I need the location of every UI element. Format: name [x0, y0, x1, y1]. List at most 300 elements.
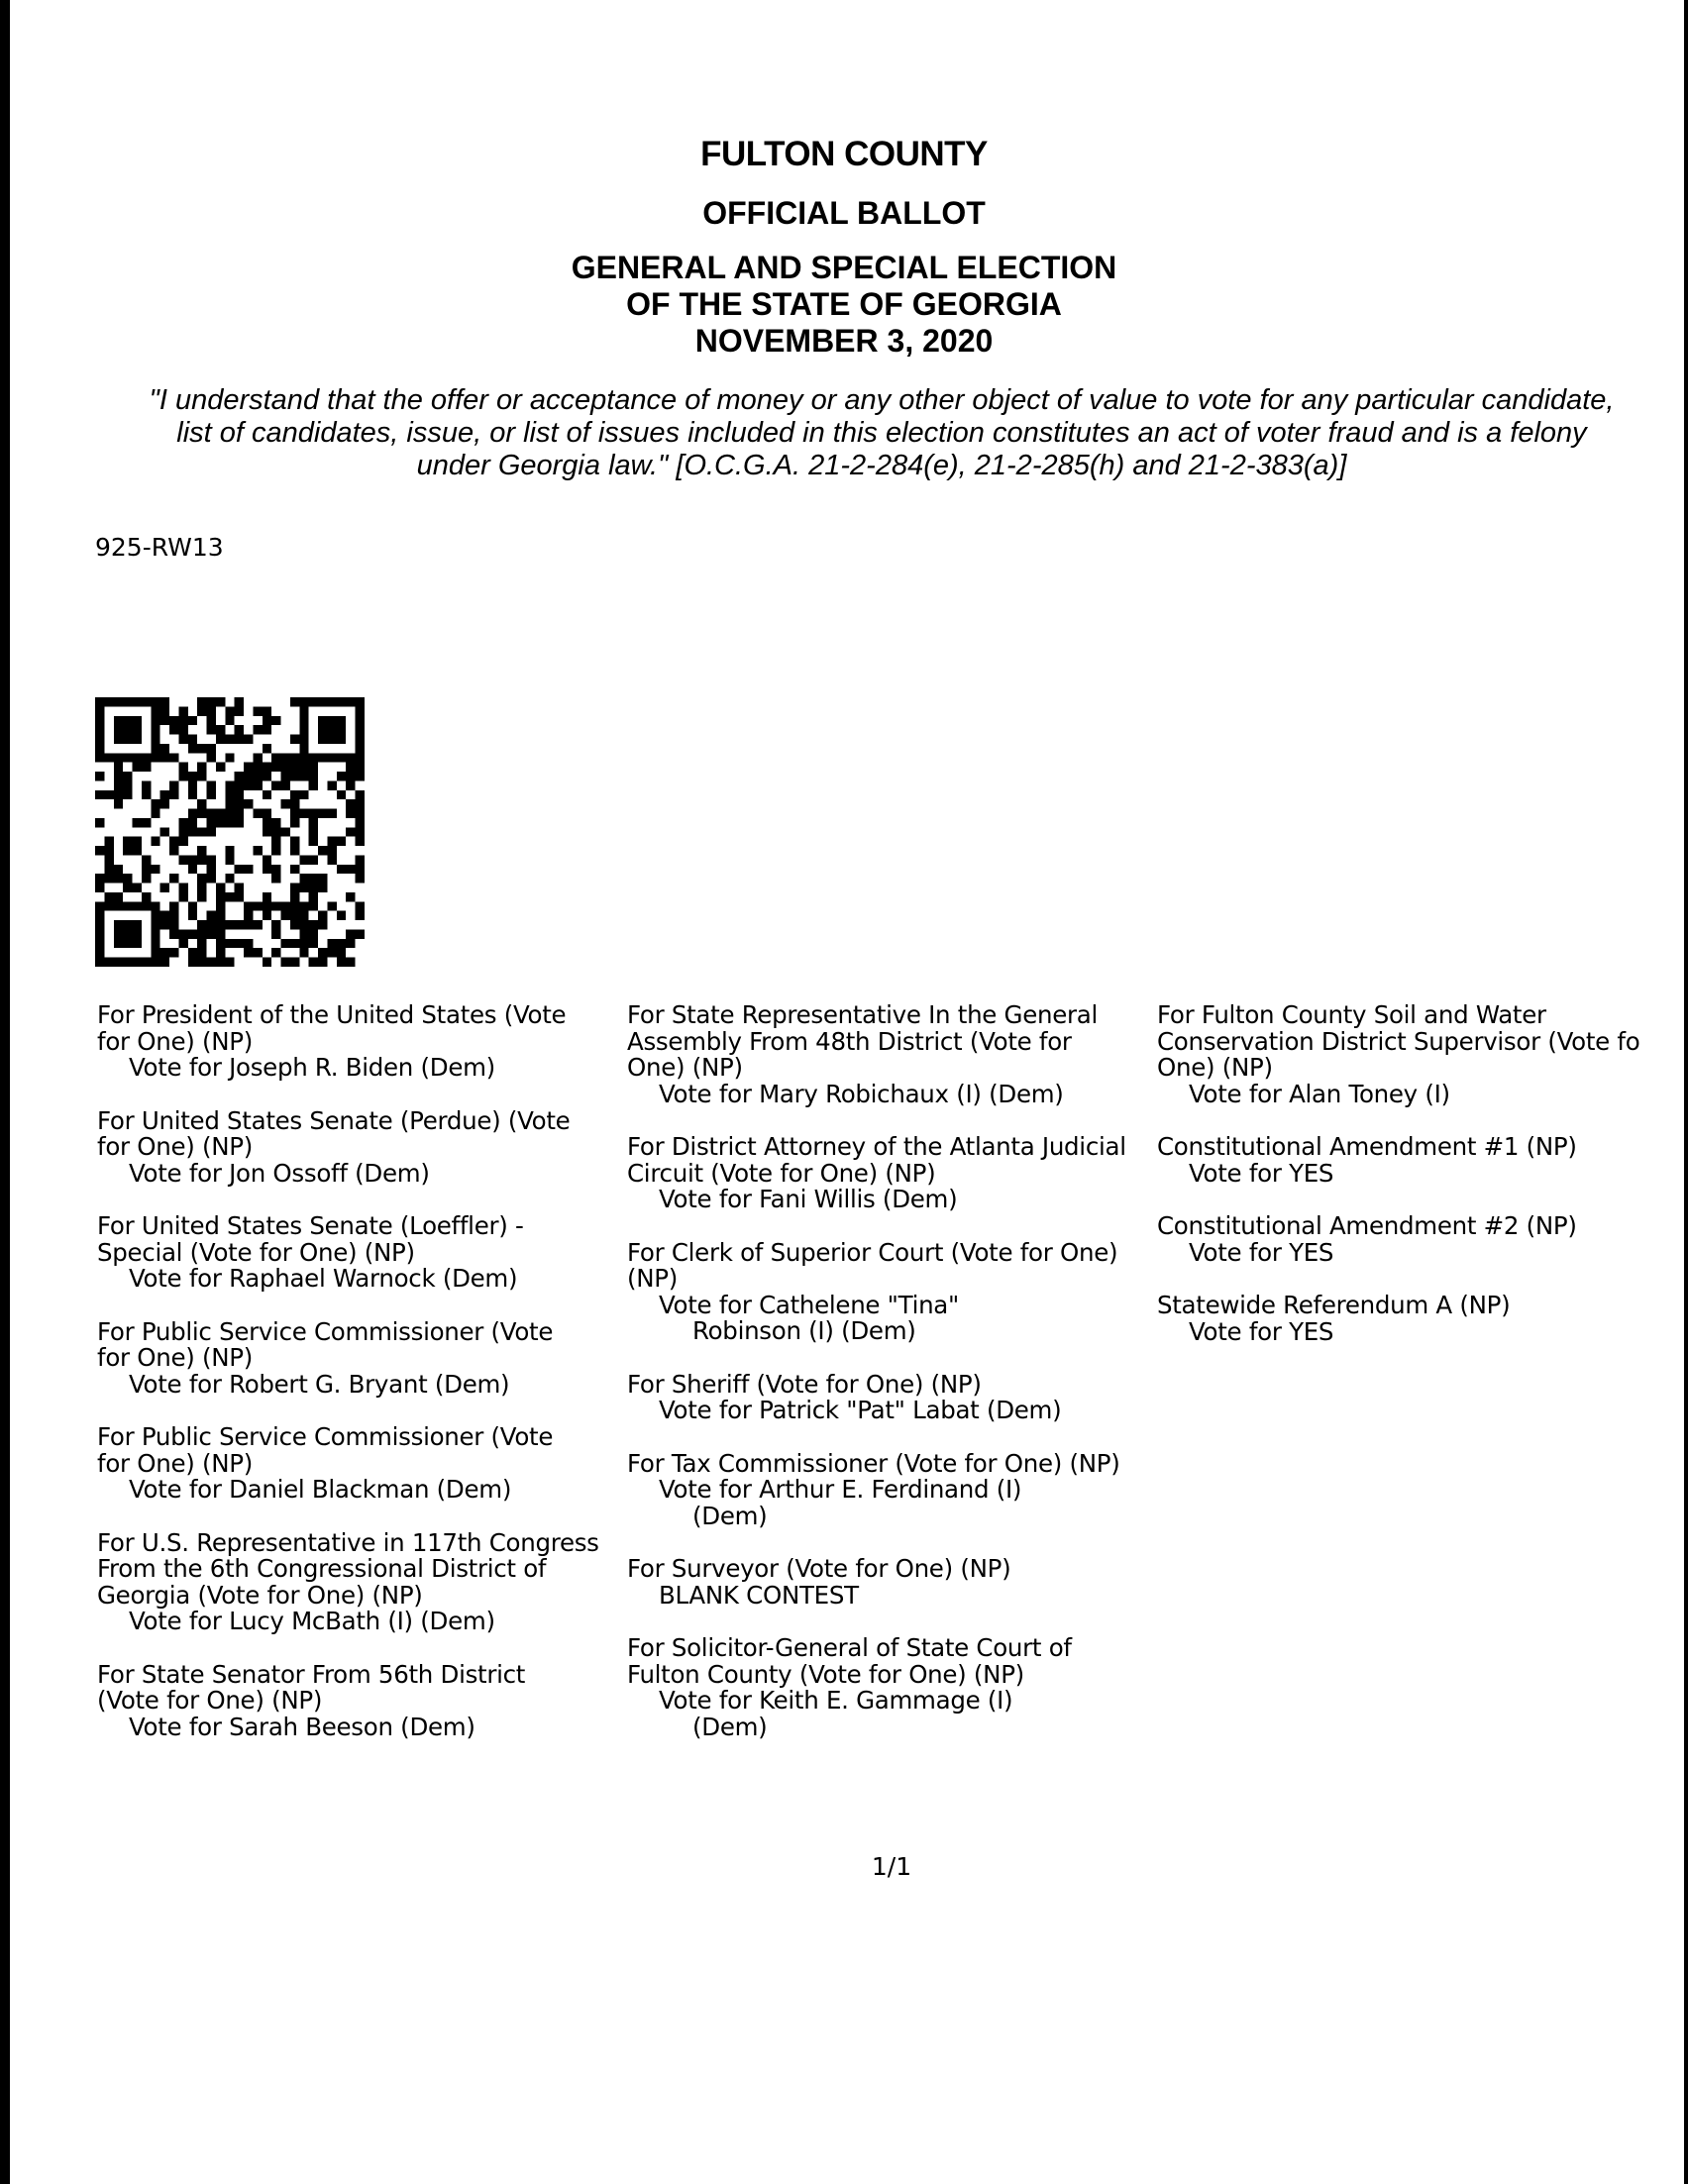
selected-choice-line: Vote for Fani Willis (Dem) — [659, 1185, 958, 1213]
qr-module — [151, 697, 159, 706]
qr-module — [281, 772, 290, 780]
qr-module — [123, 780, 132, 789]
ballot-selection — [627, 1448, 1152, 1530]
qr-module — [356, 725, 365, 734]
qr-module — [151, 744, 159, 753]
qr-module — [235, 920, 244, 929]
qr-module — [271, 780, 280, 789]
qr-module — [337, 735, 346, 744]
qr-module — [169, 753, 178, 762]
qr-module — [114, 735, 123, 744]
qr-module — [207, 809, 216, 818]
contest-title-line: For State Senator From 56th District — [97, 1659, 526, 1689]
qr-module — [244, 772, 253, 780]
qr-module — [299, 753, 308, 762]
qr-module — [188, 772, 197, 780]
qr-module — [114, 874, 123, 883]
qr-module — [178, 763, 187, 772]
qr-module — [178, 725, 187, 734]
qr-module — [356, 827, 365, 836]
contest-title-line: for One) (NP) — [97, 1132, 254, 1161]
qr-module — [123, 874, 132, 883]
qr-module — [225, 920, 234, 929]
qr-module — [253, 725, 262, 734]
qr-module — [281, 901, 290, 910]
qr-module — [309, 818, 318, 827]
qr-module — [346, 753, 355, 762]
contest-title-line: For Clerk of Superior Court (Vote for One) — [627, 1237, 1118, 1267]
qr-module — [95, 725, 104, 734]
qr-module — [123, 846, 132, 855]
qr-module — [216, 884, 225, 892]
contest-title-line: for One) (NP) — [97, 1026, 254, 1056]
qr-module — [225, 799, 234, 808]
qr-module — [95, 790, 104, 799]
qr-module — [142, 874, 151, 883]
qr-module — [188, 780, 197, 789]
ballot-column-1 — [97, 1002, 620, 1767]
qr-module — [225, 818, 234, 827]
qr-module — [263, 716, 271, 725]
qr-module — [160, 884, 169, 892]
qr-module — [216, 725, 225, 734]
qr-module — [309, 901, 318, 910]
qr-module — [225, 939, 234, 948]
qr-module — [346, 892, 355, 901]
qr-module — [271, 948, 280, 957]
qr-module — [281, 827, 290, 836]
qr-module — [346, 772, 355, 780]
qr-module — [114, 799, 123, 808]
qr-module — [299, 929, 308, 938]
qr-module — [318, 735, 327, 744]
qr-module — [271, 874, 280, 883]
qr-module — [356, 799, 365, 808]
qr-module — [207, 790, 216, 799]
qr-module — [151, 735, 159, 744]
qr-module — [207, 874, 216, 883]
qr-module — [271, 753, 280, 762]
qr-module — [346, 780, 355, 789]
contest-title-line: For Public Service Commissioner (Vote — [97, 1316, 554, 1346]
qr-module — [235, 809, 244, 818]
qr-module — [356, 697, 365, 706]
voter-fraud-disclaimer — [99, 384, 1664, 482]
qr-module — [290, 837, 299, 846]
qr-module — [244, 780, 253, 789]
qr-module — [151, 939, 159, 948]
qr-module — [263, 901, 271, 910]
qr-module — [142, 901, 151, 910]
qr-module — [160, 911, 169, 920]
qr-module — [95, 818, 104, 827]
election-date: NOVEMBER 3, 2020 — [694, 323, 994, 359]
ballot-selection — [1157, 1213, 1684, 1266]
qr-module — [281, 958, 290, 967]
qr-module — [327, 948, 336, 957]
ballot-selection — [97, 1659, 620, 1741]
qr-module — [142, 763, 151, 772]
qr-module — [299, 920, 308, 929]
contest-title-line: For State Representative In the General — [627, 1000, 1099, 1029]
qr-module — [235, 706, 244, 715]
qr-module — [133, 901, 142, 910]
qr-module — [188, 911, 197, 920]
qr-module — [133, 958, 142, 967]
qr-module — [169, 874, 178, 883]
qr-module — [188, 929, 197, 938]
qr-module — [309, 827, 318, 836]
qr-module — [216, 939, 225, 948]
selected-choice-line: Robinson (I) (Dem) — [692, 1316, 916, 1345]
qr-module — [244, 911, 253, 920]
qr-module — [263, 744, 271, 753]
qr-module — [151, 958, 159, 967]
qr-module — [188, 827, 197, 836]
qr-module — [299, 809, 308, 818]
qr-module — [114, 865, 123, 874]
qr-module — [188, 790, 197, 799]
qr-module — [346, 958, 355, 967]
qr-module — [104, 855, 113, 864]
qr-module — [346, 809, 355, 818]
qr-module — [337, 837, 346, 846]
qr-module — [263, 855, 271, 864]
contest-title-line: Fulton County (Vote for One) (NP) — [627, 1659, 1024, 1689]
qr-module — [281, 799, 290, 808]
qr-module — [290, 958, 299, 967]
qr-module — [244, 763, 253, 772]
qr-module — [216, 697, 225, 706]
qr-module — [142, 855, 151, 864]
qr-module — [169, 911, 178, 920]
selected-choice-line: Vote for Lucy McBath (I) (Dem) — [129, 1607, 495, 1635]
selected-choice-line: (Dem) — [692, 1712, 768, 1741]
qr-module — [253, 706, 262, 715]
qr-module — [337, 753, 346, 762]
qr-module — [263, 827, 271, 836]
ballot-type-title: OFFICIAL BALLOT — [702, 195, 986, 231]
qr-module — [160, 827, 169, 836]
qr-module — [188, 744, 197, 753]
qr-module — [123, 697, 132, 706]
qr-module — [123, 920, 132, 929]
qr-module — [327, 725, 336, 734]
qr-module — [197, 929, 206, 938]
qr-module — [225, 780, 234, 789]
qr-module — [104, 753, 113, 762]
qr-module — [197, 958, 206, 967]
qr-module — [197, 874, 206, 883]
qr-module — [327, 939, 336, 948]
qr-module — [299, 939, 308, 948]
ballot-selection — [1157, 1134, 1684, 1187]
contest-title-line: For United States Senate (Loeffler) - — [97, 1211, 524, 1240]
qr-module — [123, 901, 132, 910]
qr-module — [244, 865, 253, 874]
qr-module — [290, 939, 299, 948]
qr-module — [225, 874, 234, 883]
contest-title-line: for One) (NP) — [97, 1343, 254, 1372]
qr-module — [225, 809, 234, 818]
qr-module — [318, 958, 327, 967]
qr-module — [114, 939, 123, 948]
qr-module — [309, 874, 318, 883]
qr-module — [309, 772, 318, 780]
qr-module — [216, 818, 225, 827]
qr-module — [114, 697, 123, 706]
qr-module — [207, 744, 216, 753]
qr-module — [160, 706, 169, 715]
qr-module — [244, 920, 253, 929]
qr-module — [142, 697, 151, 706]
qr-module — [299, 763, 308, 772]
qr-module — [290, 735, 299, 744]
qr-module — [337, 790, 346, 799]
qr-module — [309, 763, 318, 772]
qr-module — [253, 901, 262, 910]
qr-module — [197, 948, 206, 957]
ballot-selection — [97, 1527, 620, 1635]
qr-module — [281, 753, 290, 762]
qr-module — [169, 846, 178, 855]
qr-module — [253, 948, 262, 957]
qr-module — [299, 948, 308, 957]
qr-module — [207, 706, 216, 715]
qr-module — [290, 790, 299, 799]
qr-module — [133, 735, 142, 744]
qr-module — [188, 948, 197, 957]
contest-title-line: One) (NP) — [1157, 1053, 1273, 1082]
contest-title-line: Constitutional Amendment #2 (NP) — [1157, 1211, 1577, 1240]
qr-module — [235, 818, 244, 827]
qr-module — [188, 735, 197, 744]
qr-module — [160, 790, 169, 799]
qr-module — [178, 837, 187, 846]
disclaimer-line: under Georgia law." [O.C.G.A. 21-2-284(e), 21-2-285(h) and 21-2-383(a)] — [416, 450, 1347, 481]
qr-module — [253, 809, 262, 818]
ballot-selection — [627, 1556, 1152, 1609]
qr-module — [123, 884, 132, 892]
ballot-column-3 — [1157, 1002, 1684, 1372]
qr-module — [235, 939, 244, 948]
qr-module — [263, 790, 271, 799]
qr-module — [123, 939, 132, 948]
qr-module — [356, 735, 365, 744]
qr-module — [235, 799, 244, 808]
qr-module — [356, 763, 365, 772]
qr-module — [271, 763, 280, 772]
qr-module — [169, 929, 178, 938]
qr-module — [95, 753, 104, 762]
qr-module — [318, 874, 327, 883]
qr-module — [133, 846, 142, 855]
qr-module — [123, 772, 132, 780]
qr-module — [142, 892, 151, 901]
qr-module — [253, 780, 262, 789]
qr-module — [318, 716, 327, 725]
qr-module — [216, 809, 225, 818]
qr-module — [356, 865, 365, 874]
qr-module — [178, 735, 187, 744]
qr-module — [299, 901, 308, 910]
contest-title-line: Georgia (Vote for One) (NP) — [97, 1580, 423, 1610]
qr-module — [133, 884, 142, 892]
qr-module — [169, 790, 178, 799]
qr-module — [271, 827, 280, 836]
qr-module — [104, 874, 113, 883]
qr-module — [216, 735, 225, 744]
qr-module — [104, 958, 113, 967]
qr-module — [327, 735, 336, 744]
qr-module — [178, 827, 187, 836]
qr-module — [160, 958, 169, 967]
qr-module — [346, 865, 355, 874]
qr-module — [244, 799, 253, 808]
ballot-selection — [97, 1002, 620, 1082]
contest-title-line: For Solicitor-General of State Court of — [627, 1633, 1072, 1662]
qr-module — [356, 772, 365, 780]
ballot-selection — [1157, 1293, 1684, 1345]
qr-module — [337, 716, 346, 725]
qr-module — [318, 753, 327, 762]
qr-module — [160, 716, 169, 725]
qr-module — [160, 744, 169, 753]
qr-module — [309, 958, 318, 967]
qr-module — [356, 874, 365, 883]
qr-module — [290, 901, 299, 910]
qr-module — [327, 837, 336, 846]
qr-module — [318, 920, 327, 929]
qr-module — [178, 706, 187, 715]
qr-module — [281, 911, 290, 920]
selected-choice-line: Vote for Daniel Blackman (Dem) — [129, 1475, 512, 1504]
qr-module — [178, 818, 187, 827]
qr-module — [123, 735, 132, 744]
selected-choice-line: BLANK CONTEST — [659, 1580, 859, 1610]
qr-module — [197, 809, 206, 818]
selected-choice-line: Vote for YES — [1189, 1237, 1334, 1267]
qr-module — [133, 939, 142, 948]
qr-module — [263, 763, 271, 772]
qr-module — [197, 855, 206, 864]
qr-module — [95, 958, 104, 967]
qr-module — [178, 716, 187, 725]
qr-module — [169, 725, 178, 734]
qr-module — [235, 790, 244, 799]
qr-module — [299, 697, 308, 706]
qr-module — [95, 920, 104, 929]
qr-module — [290, 911, 299, 920]
qr-module — [188, 958, 197, 967]
qr-module — [263, 725, 271, 734]
qr-module — [151, 911, 159, 920]
qr-module — [95, 874, 104, 883]
qr-module — [337, 911, 346, 920]
qr-module — [188, 818, 197, 827]
qr-module — [271, 818, 280, 827]
qr-module — [207, 827, 216, 836]
qr-module — [309, 892, 318, 901]
qr-module — [271, 846, 280, 855]
qr-module — [151, 837, 159, 846]
qr-module — [290, 892, 299, 901]
qr-module — [244, 735, 253, 744]
qr-module — [263, 809, 271, 818]
qr-module — [197, 827, 206, 836]
qr-module — [337, 958, 346, 967]
ballot-selection — [627, 1002, 1152, 1107]
ballot-selection — [97, 1213, 620, 1293]
qr-module — [188, 901, 197, 910]
page-number: 1/1 — [871, 1852, 912, 1881]
election-title-line1: GENERAL AND SPECIAL ELECTION — [571, 250, 1117, 285]
qr-module — [290, 865, 299, 874]
qr-module — [327, 809, 336, 818]
qr-module — [235, 892, 244, 901]
qr-module — [160, 697, 169, 706]
qr-module — [197, 706, 206, 715]
qr-module — [216, 763, 225, 772]
qr-module — [271, 901, 280, 910]
selected-choice-line: Vote for YES — [1189, 1316, 1334, 1346]
qr-module — [207, 753, 216, 762]
qr-module — [197, 939, 206, 948]
qr-module — [216, 948, 225, 957]
qr-module — [207, 780, 216, 789]
qr-module — [346, 939, 355, 948]
qr-module — [299, 855, 308, 864]
qr-module — [346, 763, 355, 772]
contest-title-line: For Tax Commissioner (Vote for One) (NP) — [627, 1448, 1120, 1478]
qr-module — [207, 929, 216, 938]
contest-title-line: For District Attorney of the Atlanta Judicial — [627, 1132, 1126, 1161]
qr-module — [114, 772, 123, 780]
contest-title-line: One) (NP) — [627, 1053, 743, 1082]
qr-module — [235, 697, 244, 706]
qr-module — [151, 920, 159, 929]
county-title: FULTON COUNTY — [700, 135, 988, 173]
qr-module — [133, 763, 142, 772]
qr-module — [299, 706, 308, 715]
qr-module — [356, 911, 365, 920]
qr-module — [142, 753, 151, 762]
qr-module — [104, 846, 113, 855]
qr-module — [207, 855, 216, 864]
qr-module — [309, 780, 318, 789]
qr-module — [188, 716, 197, 725]
qr-module — [290, 753, 299, 762]
selected-choice-line: Vote for Arthur E. Ferdinand (I) — [659, 1475, 1022, 1504]
qr-module — [290, 772, 299, 780]
qr-module — [95, 901, 104, 910]
qr-module — [197, 744, 206, 753]
qr-module — [169, 716, 178, 725]
qr-module — [299, 874, 308, 883]
qr-module — [95, 772, 104, 780]
contest-title-line: For Public Service Commissioner (Vote — [97, 1422, 554, 1451]
qr-module — [114, 790, 123, 799]
ballot-column-2 — [627, 1002, 1152, 1767]
qr-module — [207, 958, 216, 967]
qr-module — [271, 716, 280, 725]
qr-module — [253, 846, 262, 855]
ballot-selection — [97, 1105, 620, 1188]
qr-module — [95, 697, 104, 706]
qr-module — [337, 939, 346, 948]
qr-module — [178, 892, 187, 901]
qr-module — [95, 744, 104, 753]
